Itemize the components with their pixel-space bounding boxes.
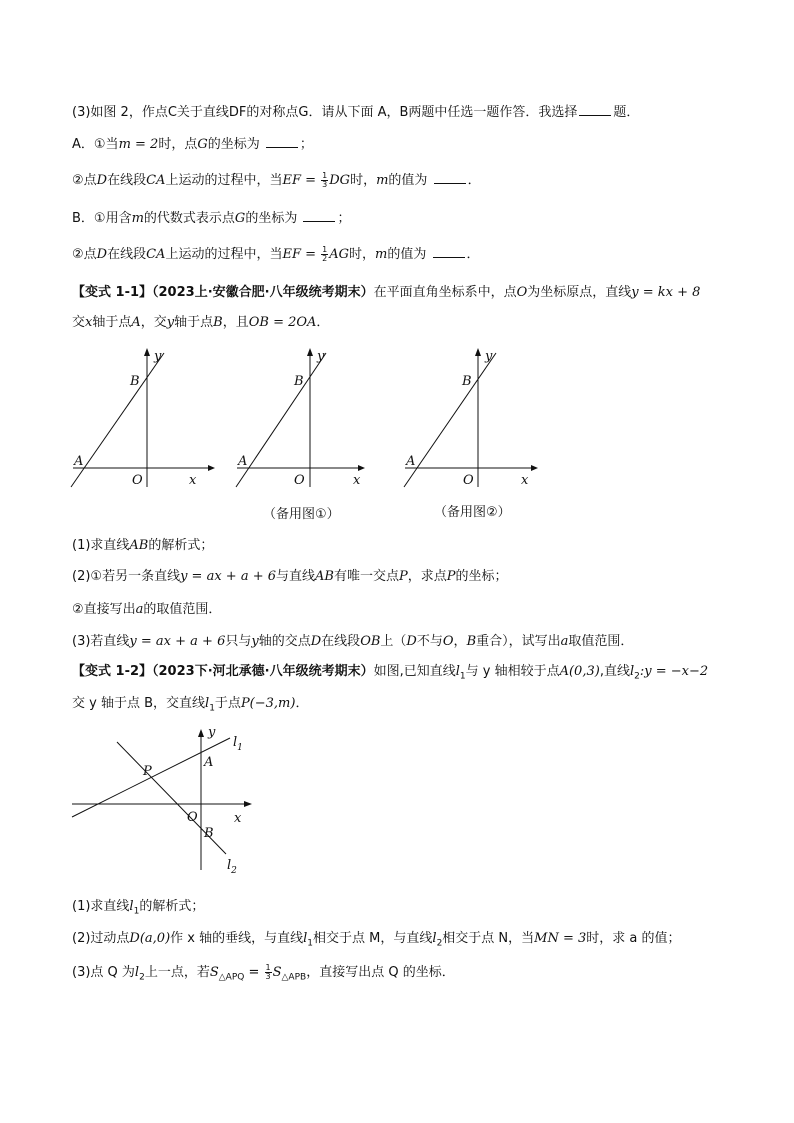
axis-y-label: y [317, 349, 325, 364]
line-l1-label: $l_1$ [233, 735, 243, 753]
question-1: (1)求直线AB的解析式； [72, 538, 214, 553]
variant-1-1-heading: 【变式 1-1】（2023上·安徽合肥·八年级统考期末）在平面直角坐标系中，点O为坐标原点，直线y = kx + 8 [72, 285, 701, 300]
point-b-label: B [462, 374, 472, 389]
question-2b: ②直接写出a的取值范围． [72, 602, 222, 617]
option-a1: A．①当m = 2时，点G的坐标为 ； [72, 137, 313, 152]
coordinate-figure [232, 340, 382, 490]
figure-caption: （备用图②） [434, 505, 511, 520]
coordinate-figure [68, 340, 218, 490]
variant-1-2-heading: 【变式 1-2】（2023下·河北承德·八年级统考期末）如图,已知直线$l_1$与 y 轴相较于点A(0,3),直线$l_2:y = -x-2$ [72, 664, 709, 682]
part3-prompt: (3)如图 2，作点C关于直线DF的对称点G．请从下面 A，B两题中任选一题作答．我选择 题． [72, 105, 640, 120]
variant-1-2-line2: 交 y 轴于点 B，交直线$l_1$于点P(−3,m)． [72, 696, 309, 714]
axis-y-label: y [154, 349, 162, 364]
point-a-label: A [238, 454, 248, 469]
origin-label: O [294, 473, 305, 488]
origin-label: O [187, 810, 198, 825]
option-a2: ②点D在线段CA上运动的过程中，当EF = $\frac{1}{3}$ DG时，m的值为 ． [72, 171, 481, 189]
figure-caption: （备用图①） [263, 507, 340, 522]
axis-x-label: x [353, 473, 361, 488]
coordinate-figure [400, 340, 550, 490]
option-b2: ②点D在线段CA上运动的过程中，当EF = $\frac{1}{2}$ AG时，m的值为 ． [72, 245, 480, 263]
r-question-3: (3)点 Q 为$l_2$上一点，若$S_{\triangle APQ}$ = $\frac{1}{3}$ $S_{\triangle APB}$，直接写出点 Q 的坐标． [72, 963, 455, 983]
axis-y-label: y [485, 349, 493, 364]
axis-x-label: x [521, 473, 529, 488]
lines-figure [66, 722, 266, 882]
axis-y-label: y [208, 725, 216, 740]
answer-blank[interactable] [579, 103, 611, 116]
question-3: (3)若直线y = ax + a + 6只与y轴的交点D在线段OB上（D不与O，B重合），试写出a取值范围． [72, 634, 634, 649]
option-b1: B．①用含m的代数式表示点G的坐标为 ； [72, 211, 351, 226]
r-question-1: (1)求直线$l_1$的解析式； [72, 899, 205, 917]
variant-1-1-line2: 交x轴于点A，交y轴于点B，且OB = 2OA． [72, 315, 330, 330]
point-b-label: B [204, 826, 214, 841]
fraction: $\frac{1}{3}$ [265, 963, 271, 981]
answer-blank[interactable] [266, 135, 298, 148]
answer-blank[interactable] [303, 209, 335, 222]
question-2: (2)①若另一条直线y = ax + a + 6与直线AB有唯一交点P，求点P的坐标； [72, 569, 508, 584]
r-question-2: (2)过动点D(a,0)作 x 轴的垂线，与直线$l_1$相交于点 M，与直线$l_2$相交于点 N，当MN = 3时，求 a 的值； [72, 931, 681, 949]
fraction: $\frac{1}{3}$ [322, 171, 328, 189]
origin-label: O [463, 473, 474, 488]
axis-x-label: x [189, 473, 197, 488]
answer-blank[interactable] [434, 171, 466, 184]
origin-label: O [132, 473, 143, 488]
point-p-label: P [143, 764, 152, 779]
point-a-label: A [204, 755, 214, 770]
line-l2-label: $l_2$ [227, 858, 237, 876]
fraction: $\frac{1}{2}$ [322, 245, 328, 263]
point-a-label: A [406, 454, 416, 469]
point-a-label: A [74, 454, 84, 469]
answer-blank[interactable] [433, 245, 465, 258]
point-b-label: B [130, 374, 140, 389]
point-b-label: B [294, 374, 304, 389]
axis-x-label: x [234, 811, 242, 826]
